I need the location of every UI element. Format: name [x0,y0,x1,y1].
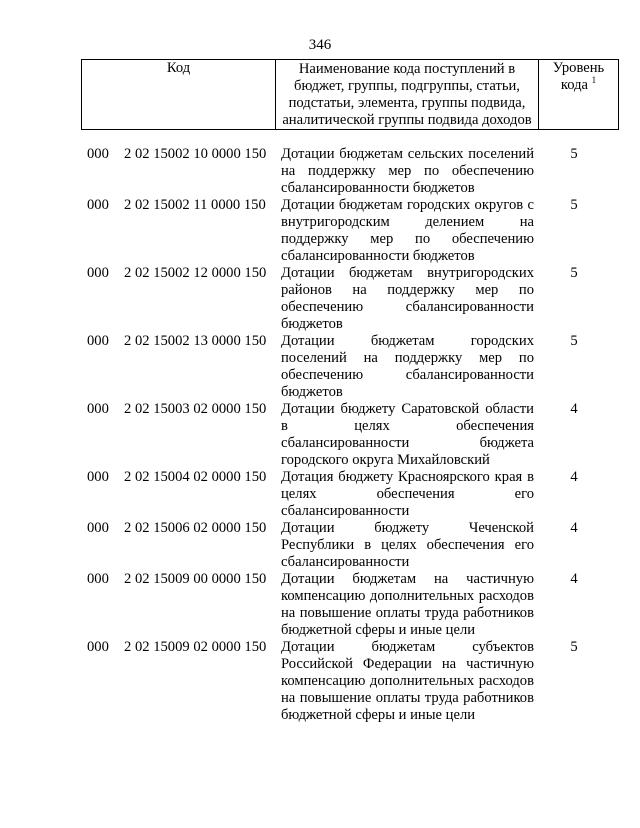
code-level: 4 [570,469,578,485]
admin-code: 000 [87,639,109,655]
header-name [276,60,539,130]
header-name-line: аналитической группы подвида доходов [282,112,532,128]
code-level: 4 [570,401,578,417]
income-code: 2 02 15003 02 0000 150 [124,401,267,417]
income-name: Дотация бюджету Красноярского края в целях обеспечения его сбалансированности [281,469,534,519]
table-row [0,265,640,333]
income-code: 2 02 15002 12 0000 150 [124,265,267,281]
code-level: 5 [570,146,578,162]
table-body [0,146,640,724]
admin-code: 000 [87,333,109,349]
income-name: Дотации бюджетам городских поселений на поддержку мер по обеспечению сбалансированности бюджетов [281,333,534,400]
header-name-line: бюджет, группы, подгруппы, статьи, [294,78,520,94]
page-number: 346 [308,37,332,53]
admin-code: 000 [87,401,109,417]
income-code: 2 02 15004 02 0000 150 [124,469,267,485]
admin-code: 000 [87,469,109,485]
code-level: 4 [570,520,578,536]
income-name: Дотации бюджетам на частичную компенсацию дополнительных расходов на повышение оплаты труда работников бюджетной сферы и иные цели [281,571,534,638]
table-row [0,197,640,265]
income-code: 2 02 15002 11 0000 150 [124,197,266,213]
admin-code: 000 [87,146,109,162]
table-row [0,520,640,571]
table-row [0,146,640,197]
header-level-line: Уровень [552,60,605,76]
code-level: 5 [570,333,578,349]
header-code [82,60,276,130]
income-name: Дотации бюджетам субъектов Российской Федерации на частичную компенсацию дополнительных расходов на повышение оплаты труда работников бюджетной сферы и иные цели [281,639,534,723]
header-level [539,60,619,130]
header-name-line: подстатьи, элемента, группы подвида, [288,95,526,111]
header-name-line: Наименование кода поступлений в [298,61,516,77]
header-code-label: Код [166,60,191,76]
code-level: 5 [570,639,578,655]
admin-code: 000 [87,520,109,536]
admin-code: 000 [87,197,109,213]
income-name: Дотации бюджетам сельских поселений на поддержку мер по обеспечению сбалансированности бюджетов [281,146,534,196]
admin-code: 000 [87,571,109,587]
table-row [0,469,640,520]
footnote-marker: 1 [591,75,597,86]
income-name: Дотации бюджетам городских округов с внутригородским делением на поддержку мер по обеспечению сбалансированности бюджетов [281,197,534,264]
header-level-line: кода $^1$ [560,75,597,93]
income-code: 2 02 15006 02 0000 150 [124,520,267,536]
table-row [0,401,640,469]
income-code: 2 02 15002 10 0000 150 [124,146,267,162]
admin-code: 000 [87,265,109,281]
code-level: 4 [570,571,578,587]
code-level: 5 [570,265,578,281]
income-name: Дотации бюджету Чеченской Республики в целях обеспечения его сбалансированности [281,520,534,570]
table-row [0,333,640,401]
income-code: 2 02 15009 02 0000 150 [124,639,267,655]
income-code: 2 02 15002 13 0000 150 [124,333,267,349]
income-code: 2 02 15009 00 0000 150 [124,571,267,587]
income-name: Дотации бюджету Саратовской области в целях обеспечения сбалансированности бюджета городского округа Михайловский [281,401,534,468]
table-row [0,571,640,639]
code-level: 5 [570,197,578,213]
table-header [81,59,619,130]
table-row [0,639,640,724]
income-name: Дотации бюджетам внутригородских районов на поддержку мер по обеспечению сбалансированности бюджетов [281,265,534,332]
